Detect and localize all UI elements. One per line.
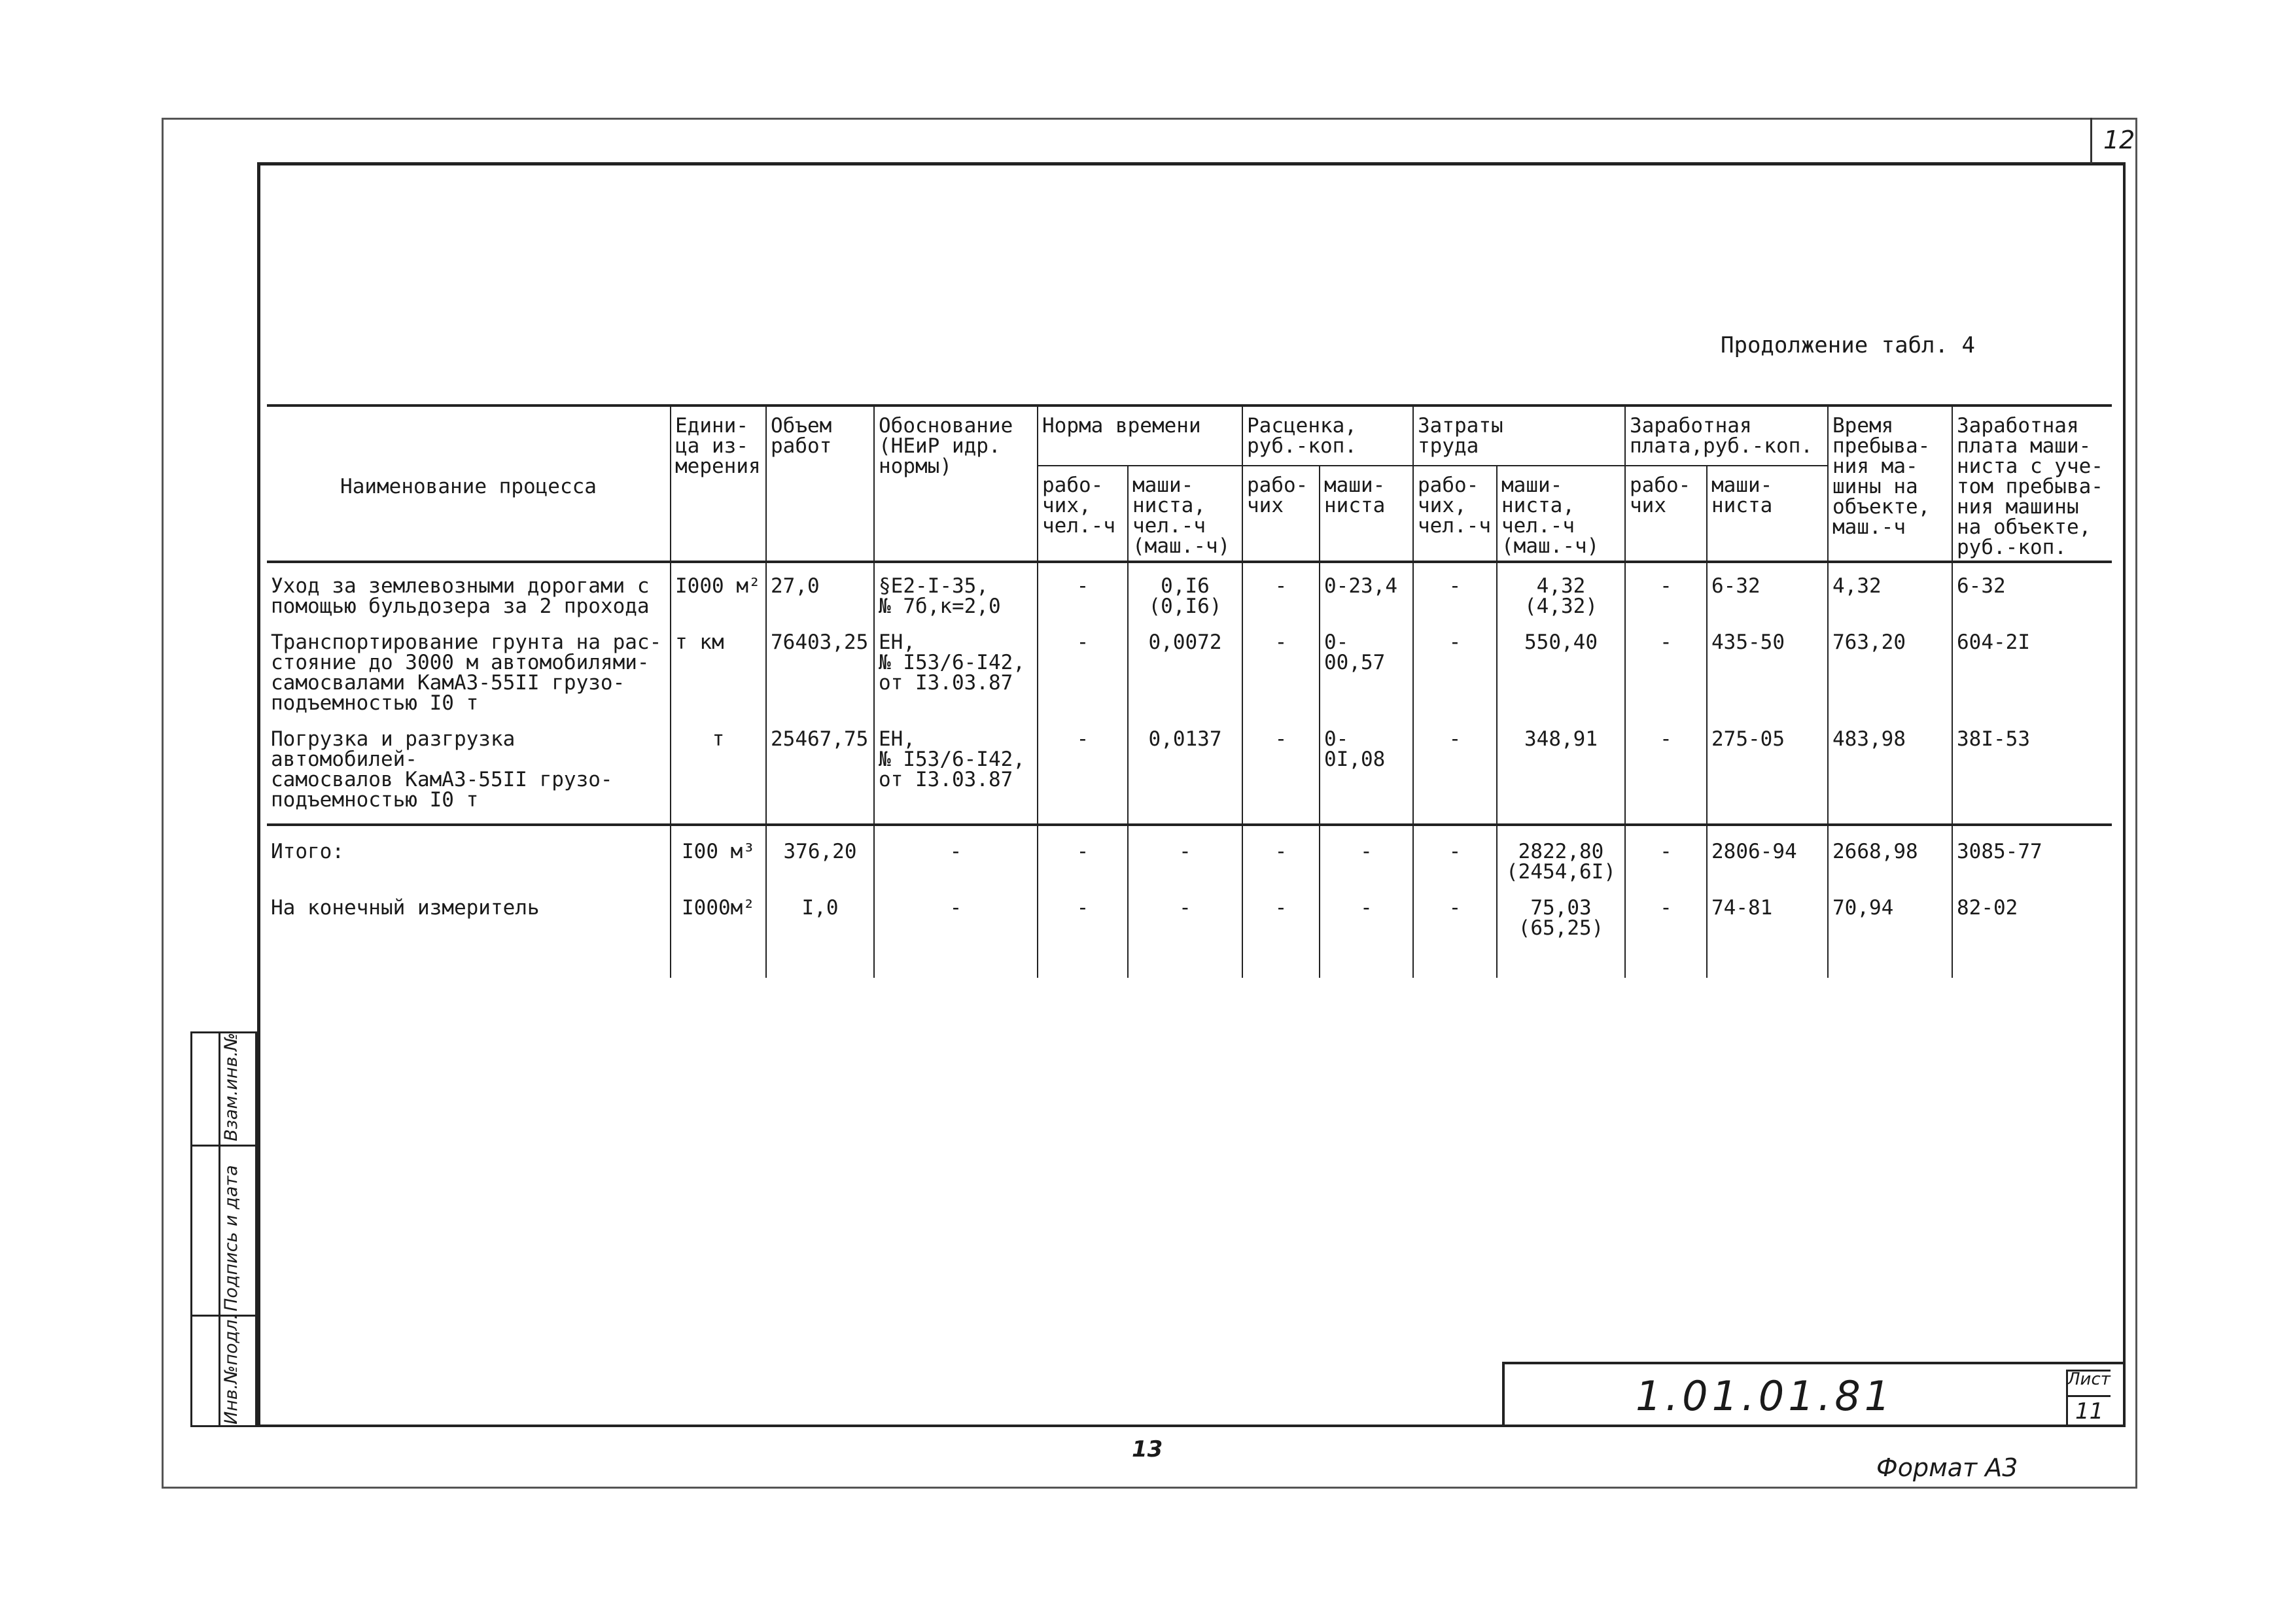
cell-wage-machinist: 2806-94 [1707, 825, 1828, 885]
cell-rate-workers: - [1242, 885, 1320, 978]
cell-time-workers: - [1038, 716, 1128, 825]
replace-inv-label: Взам.инв.№ [221, 1032, 241, 1141]
cell-labor-machinist: 348,91 [1497, 716, 1625, 825]
cell-rate-workers: - [1242, 825, 1320, 885]
cell-labor-machinist: 75,03 (65,25) [1497, 885, 1625, 978]
cell-labor-workers: - [1413, 562, 1497, 619]
cell-wage-workers: - [1625, 716, 1707, 825]
cell-rate-machinist: - [1320, 885, 1413, 978]
subheader-time-workers: рабо- чих, чел.-ч [1038, 466, 1128, 562]
cell-wage-machinist: 275-05 [1707, 716, 1828, 825]
cell-wage-workers: - [1625, 562, 1707, 619]
subheader-wage-workers: рабо- чих [1625, 466, 1707, 562]
cell-stay-wage: 38I-53 [1952, 716, 2112, 825]
subheader-wage-machinist: маши- ниста [1707, 466, 1828, 562]
cell-unit: т км [671, 619, 766, 716]
cell-name: Уход за землевозными дорогами с помощью бульдозера за 2 прохода [271, 574, 650, 618]
cell-stay-wage: 3085-77 [1952, 825, 2112, 885]
table-row [267, 619, 2112, 716]
subheader-rate-workers: рабо- чих [1242, 466, 1320, 562]
cell-labor-workers: - [1413, 885, 1497, 978]
cell-rate-workers: - [1242, 619, 1320, 716]
cell-wage-machinist: 435-50 [1707, 619, 1828, 716]
cell-time-machinist: - [1128, 825, 1242, 885]
cost-table [267, 404, 2112, 978]
header-wage: Заработная плата,руб.-коп. [1625, 406, 1828, 466]
subheader-labor-machinist: маши- ниста, чел.-ч (маш.-ч) [1497, 466, 1625, 562]
table-row [267, 716, 2112, 825]
side-stamp [190, 1031, 257, 1427]
cell-stay-wage: 604-2I [1952, 619, 2112, 716]
cell-unit: I000м² [671, 885, 766, 978]
cell-time-workers: - [1038, 619, 1128, 716]
cell-rate-workers: - [1242, 716, 1320, 825]
cell-rate-machinist: - [1320, 825, 1413, 885]
cell-rate-workers: - [1242, 562, 1320, 619]
cell-basis: - [874, 825, 1038, 885]
header-rate: Расценка, руб.-коп. [1242, 406, 1413, 466]
cell-volume: 27,0 [766, 562, 874, 619]
cell-rate-machinist: 0-0I,08 [1320, 716, 1413, 825]
cell-name: Транспортирование грунта на рас- стояние до 3000 м автомобилями- самосвалами КамАЗ-55II грузо- подъемностью I0 т [271, 631, 662, 715]
table-row [267, 562, 2112, 619]
header-stay-time: Время пребыва- ния ма- шины на объекте, маш.-ч [1828, 406, 1952, 562]
cell-rate-machinist: 0-00,57 [1320, 619, 1413, 716]
header-stay-wage: Заработная плата маши- ниста с уче- том пребыва- ния машины на объекте, руб.-коп. [1952, 406, 2112, 562]
cell-volume: 376,20 [766, 825, 874, 885]
cell-time-machinist: - [1128, 885, 1242, 978]
side-stamp-divider [192, 1145, 255, 1147]
cell-labor-workers: - [1413, 825, 1497, 885]
cell-labor-machinist: 4,32 (4,32) [1497, 562, 1625, 619]
header-basis: Обоснование (НЕиР идр. нормы) [874, 406, 1038, 562]
cell-time-workers: - [1038, 825, 1128, 885]
inv-orig-label: Инв.№подл. [221, 1313, 241, 1425]
cell-stay-time: 483,98 [1828, 716, 1952, 825]
cell-volume: 25467,75 [766, 716, 874, 825]
cell-wage-workers: - [1625, 885, 1707, 978]
cell-time-workers: - [1038, 885, 1128, 978]
side-stamp-divider [219, 1033, 220, 1425]
header-volume: Объем работ [766, 406, 874, 562]
cell-labor-workers: - [1413, 619, 1497, 716]
cell-time-machinist: 0,0072 [1128, 619, 1242, 716]
subheader-rate-machinist: маши- ниста [1320, 466, 1413, 562]
format-label: Формат А3 [1876, 1453, 2018, 1482]
header-row [267, 406, 2112, 466]
cell-time-machinist: 0,0137 [1128, 716, 1242, 825]
cell-volume: I,0 [766, 885, 874, 978]
document-code: 1.01.01.81 [1636, 1372, 1895, 1420]
cell-name: Погрузка и разгрузка автомобилей- самосвалов КамАЗ-55II грузо- подъемностью I0 т [271, 727, 613, 812]
cell-name: Итого: [267, 825, 671, 885]
cell-unit: I000 м² [671, 562, 766, 619]
header-unit: Едини- ца из- мерения [671, 406, 766, 562]
cell-basis: ЕН, № I53/6-I42, от I3.03.87 [874, 619, 1038, 716]
sheet-box-divider [2066, 1395, 2111, 1397]
cell-unit: т [671, 716, 766, 825]
cell-wage-machinist: 74-81 [1707, 885, 1828, 978]
cell-basis: §Е2-I-35, № 7б,к=2,0 [874, 562, 1038, 619]
cell-stay-wage: 6-32 [1952, 562, 2112, 619]
page-number: 13 [1132, 1436, 1163, 1462]
cell-stay-time: 70,94 [1828, 885, 1952, 978]
top-sheet-number: 12 [2103, 126, 2135, 154]
sheet-number: 11 [2075, 1398, 2104, 1425]
cell-labor-machinist: 2822,80 (2454,6I) [1497, 825, 1625, 885]
cell-labor-machinist: 550,40 [1497, 619, 1625, 716]
cell-wage-machinist: 6-32 [1707, 562, 1828, 619]
cost-table-wrapper [267, 404, 2112, 978]
cell-name: На конечный измеритель [271, 896, 540, 920]
cell-time-workers: - [1038, 562, 1128, 619]
cell-volume: 76403,25 [766, 619, 874, 716]
table-caption: Продолжение табл. 4 [1721, 332, 1975, 358]
cell-wage-workers: - [1625, 619, 1707, 716]
cell-basis: - [874, 885, 1038, 978]
cell-rate-machinist: 0-23,4 [1320, 562, 1413, 619]
cell-stay-time: 763,20 [1828, 619, 1952, 716]
subheader-labor-workers: рабо- чих, чел.-ч [1413, 466, 1497, 562]
signature-date-label: Подпись и дата [221, 1165, 241, 1311]
header-labor: Затраты труда [1413, 406, 1625, 466]
total-row [267, 825, 2112, 885]
subheader-time-machinist: маши- ниста, чел.-ч (маш.-ч) [1128, 466, 1242, 562]
header-time-norm: Норма времени [1038, 406, 1242, 466]
cell-stay-wage: 82-02 [1952, 885, 2112, 978]
total-row [267, 885, 2112, 978]
cell-labor-workers: - [1413, 716, 1497, 825]
cell-stay-time: 4,32 [1828, 562, 1952, 619]
header-name: Наименование процесса [267, 406, 671, 562]
cell-unit: I00 м³ [671, 825, 766, 885]
cell-stay-time: 2668,98 [1828, 825, 1952, 885]
cell-wage-workers: - [1625, 825, 1707, 885]
cell-time-machinist: 0,I6 (0,I6) [1128, 562, 1242, 619]
sheet-label: Лист [2067, 1370, 2111, 1389]
cell-basis: ЕН, № I53/6-I42, от I3.03.87 [874, 716, 1038, 825]
